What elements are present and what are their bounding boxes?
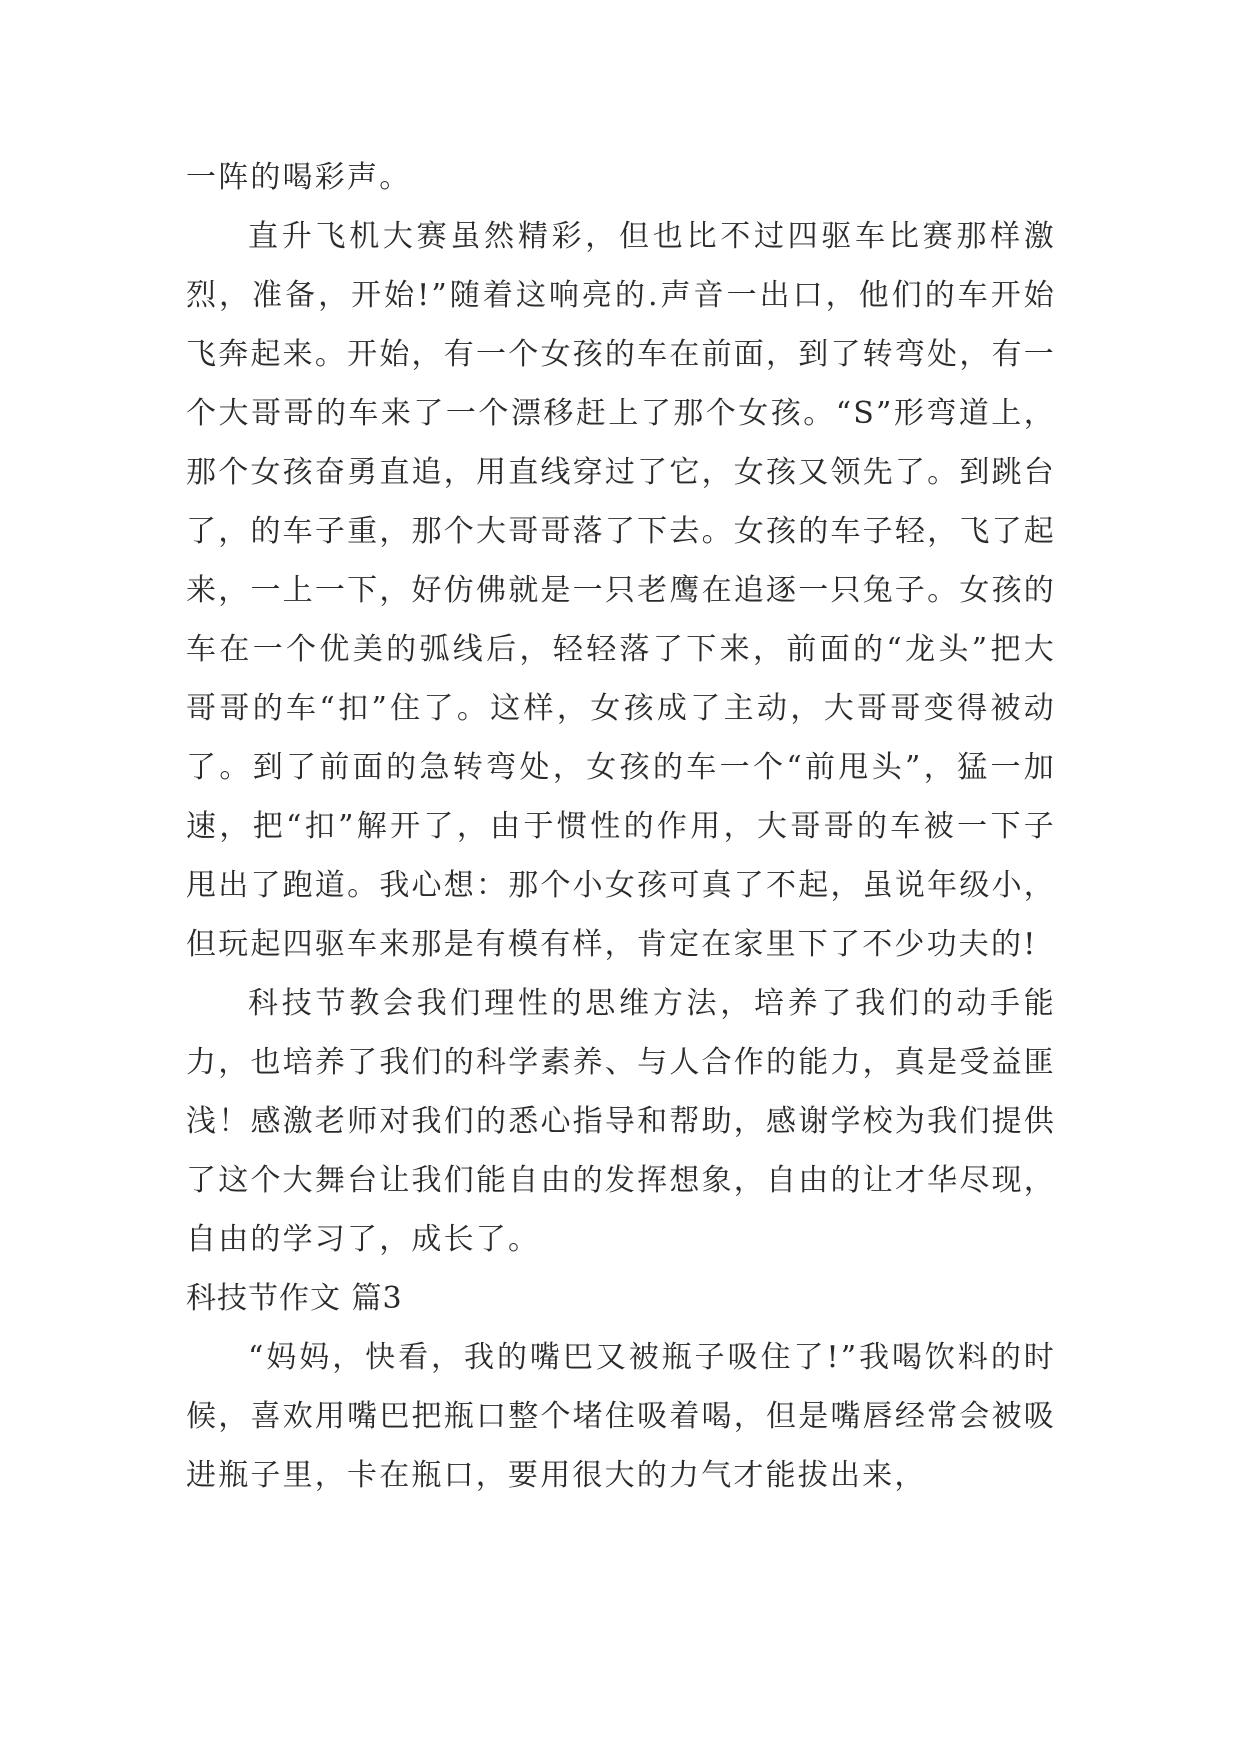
section-heading: 科技节作文 篇3 bbox=[186, 1281, 403, 1316]
paragraph: 一阵的喝彩声。 bbox=[186, 160, 412, 195]
paragraph: 直升飞机大赛虽然精彩，但也比不过四驱车比赛那样激烈，准备，开始!”随着这响亮的.声音一出口，他们的车开始飞奔起来。开始，有一个女孩的车在前面，到了转弯处，有一个大哥哥的车来了一个漂移赶上了那个女孩。“S”形弯道上，那个女孩奋勇直追，用直线穿过了它，女孩又领先了。到跳台了，的车子重，那个大哥哥落了下去。女孩的车子轻，飞了起来，一上一下，好仿佛就是一只老鹰在追逐一只兔子。女孩的车在一个优美的弧线后，轻轻落了下来，前面的“龙头”把大哥哥的车“扣”住了。这样，女孩成了主动，大哥哥变得被动了。到了前面的急转弯处，女孩的车一个“前甩头”，猛一加速，把“扣”解开了，由于惯性的作用，大哥哥的车被一下子甩出了跑道。我心想：那个小女孩可真了不起，虽说年级小，但玩起四驱车来那是有模有样，肯定在家里下了不少功夫的! bbox=[186, 219, 1056, 962]
document-body bbox=[186, 148, 1056, 1505]
paragraph: “妈妈，快看，我的嘴巴又被瓶子吸住了!”我喝饮料的时候，喜欢用嘴巴把瓶口整个堵住吸着喝，但是嘴唇经常会被吸进瓶子里，卡在瓶口，要用很大的力气才能拔出来， bbox=[186, 1340, 1056, 1493]
paragraph: 科技节教会我们理性的思维方法，培养了我们的动手能力，也培养了我们的科学素养、与人合作的能力，真是受益匪浅！感激老师对我们的悉心指导和帮助，感谢学校为我们提供了这个大舞台让我们能自由的发挥想象，自由的让才华尽现，自由的学习了，成长了。 bbox=[186, 986, 1056, 1257]
